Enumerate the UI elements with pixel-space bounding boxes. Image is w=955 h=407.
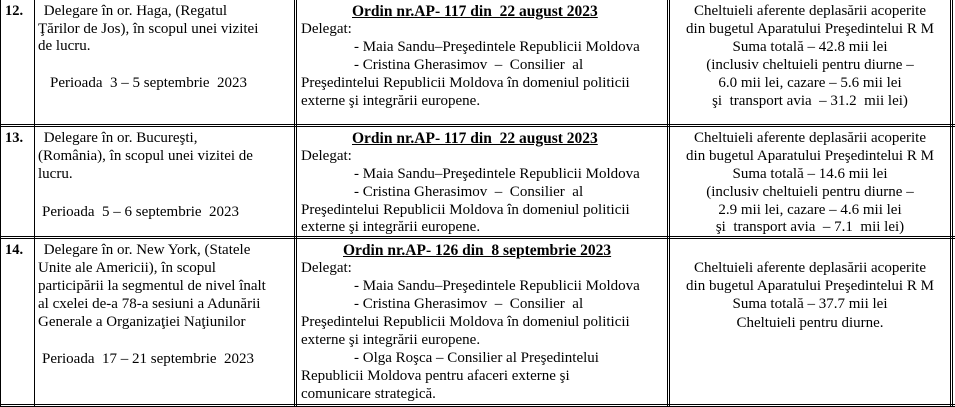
description-line: Unite xyxy=(38,332,72,348)
expense-line: Suma totală – 37.7 mii lei xyxy=(732,296,888,312)
table-border-right xyxy=(950,0,953,407)
description-line: participării la segmentul de nivel înalt xyxy=(38,278,266,294)
expense-line: Cheltuieli pentru diurne. xyxy=(736,315,884,331)
expense-line: Suma totală – 42.8 mii lei xyxy=(732,39,888,55)
row-divider xyxy=(0,124,955,127)
description-line: Delegare în or. Haga, (Regatul xyxy=(40,3,228,19)
delegate-heading: Delegat: xyxy=(301,21,352,37)
description-line: Delegare în or. Bucureşti, xyxy=(40,130,198,146)
delegate-line: - Cristina Gherasimov – Consilier al xyxy=(354,184,584,200)
delegate-line: - Cristina Gherasimov – Consilier al xyxy=(354,57,584,73)
column-divider xyxy=(34,0,35,407)
delegate-line: comunicare strategică. xyxy=(301,386,436,402)
description-line: al cxelei de-a 78-a sesiuni a Adunării xyxy=(38,296,261,312)
expense-line: 2.9 mii lei, cazare – 4.6 mii lei xyxy=(718,202,902,218)
order-title: Ordin nr.AP- 126 din 8 septembrie 2023 xyxy=(343,242,612,259)
delegate-line: - Olga Roşca – Consilier al Preşedintelui xyxy=(354,350,599,366)
delegate-line: Republicii Moldova pentru afaceri externe şi xyxy=(301,368,570,384)
description-line: Unite ale Americii), în scopul xyxy=(38,260,216,276)
expense-line: şi transport avia – 7.1 mii lei) xyxy=(715,219,905,235)
expense-line: din bugetul Aparatului Preşedintelui R M xyxy=(686,21,934,37)
period: Perioada 3 – 5 septembrie 2023 xyxy=(50,75,248,91)
expense-line: din bugetul Aparatului Preşedintelui R M xyxy=(686,278,934,294)
delegate-line: - Cristina Gherasimov – Consilier al xyxy=(354,296,584,312)
row-number: 12. xyxy=(5,3,24,19)
delegate-line: externe şi integrării europene. xyxy=(301,93,481,109)
row-number: 14. xyxy=(5,242,24,258)
period: Perioada 17 – 21 septembrie 2023 xyxy=(42,351,255,367)
expense-line: (inclusiv cheltuieli pentru diurne – xyxy=(706,184,914,200)
expense-line: Cheltuieli aferente deplasării acoperite xyxy=(694,260,926,276)
description-line: Ţărilor de Jos), în scopul unei vizitei xyxy=(38,21,259,37)
delegate-line: Preşedintelui Republicii Moldova în domeniul politicii xyxy=(301,202,630,218)
expense-line: Cheltuieli aferente deplasării acoperite xyxy=(694,3,926,19)
delegate-heading: Delegat: xyxy=(301,148,352,164)
expense-line: Cheltuieli aferente deplasării acoperite xyxy=(694,130,926,146)
delegate-line: externe şi integrării europene. xyxy=(301,219,481,235)
row-number: 13. xyxy=(5,130,24,146)
order-title: Ordin nr.AP- 117 din 22 august 2023 xyxy=(352,130,598,147)
description-line: Delegare în or. New York, (Statele xyxy=(40,242,251,258)
delegate-line: externe şi integrării europene. xyxy=(301,332,481,348)
expense-line: 6.0 mii lei, cazare – 5.6 mii lei xyxy=(718,75,902,91)
table-border-left xyxy=(0,0,1,407)
period: Perioada 5 – 6 septembrie 2023 xyxy=(42,204,240,220)
expense-line: şi transport avia – 31.2 mii lei) xyxy=(712,93,908,109)
delegate-line: Preşedintelui Republicii Moldova în domeniul politicii xyxy=(301,314,630,330)
column-divider xyxy=(294,0,297,407)
description-line: lucru. xyxy=(38,166,73,182)
expense-line: din bugetul Aparatului Preşedintelui R M xyxy=(686,148,934,164)
description-line: Generale a Organizaţiei Naţiunilor xyxy=(38,314,246,330)
delegate-line: Preşedintelui Republicii Moldova în domeniul politicii xyxy=(301,75,630,91)
delegate-line: - Maia Sandu–Preşedintele Republicii Moldova xyxy=(354,166,640,182)
column-divider xyxy=(667,0,670,407)
description-line: (România), în scopul unei vizitei de xyxy=(38,148,253,164)
expense-line: Suma totală – 14.6 mii lei xyxy=(732,166,888,182)
description-line: de lucru. xyxy=(38,38,91,54)
delegate-line: - Maia Sandu–Preşedintele Republicii Moldova xyxy=(354,39,640,55)
delegate-heading: Delegat: xyxy=(301,260,352,276)
delegate-line: - Maia Sandu–Preşedintele Republicii Moldova xyxy=(354,278,640,294)
order-title: Ordin nr.AP- 117 din 22 august 2023 xyxy=(352,3,598,20)
expense-line: (inclusiv cheltuieli pentru diurne – xyxy=(706,57,914,73)
